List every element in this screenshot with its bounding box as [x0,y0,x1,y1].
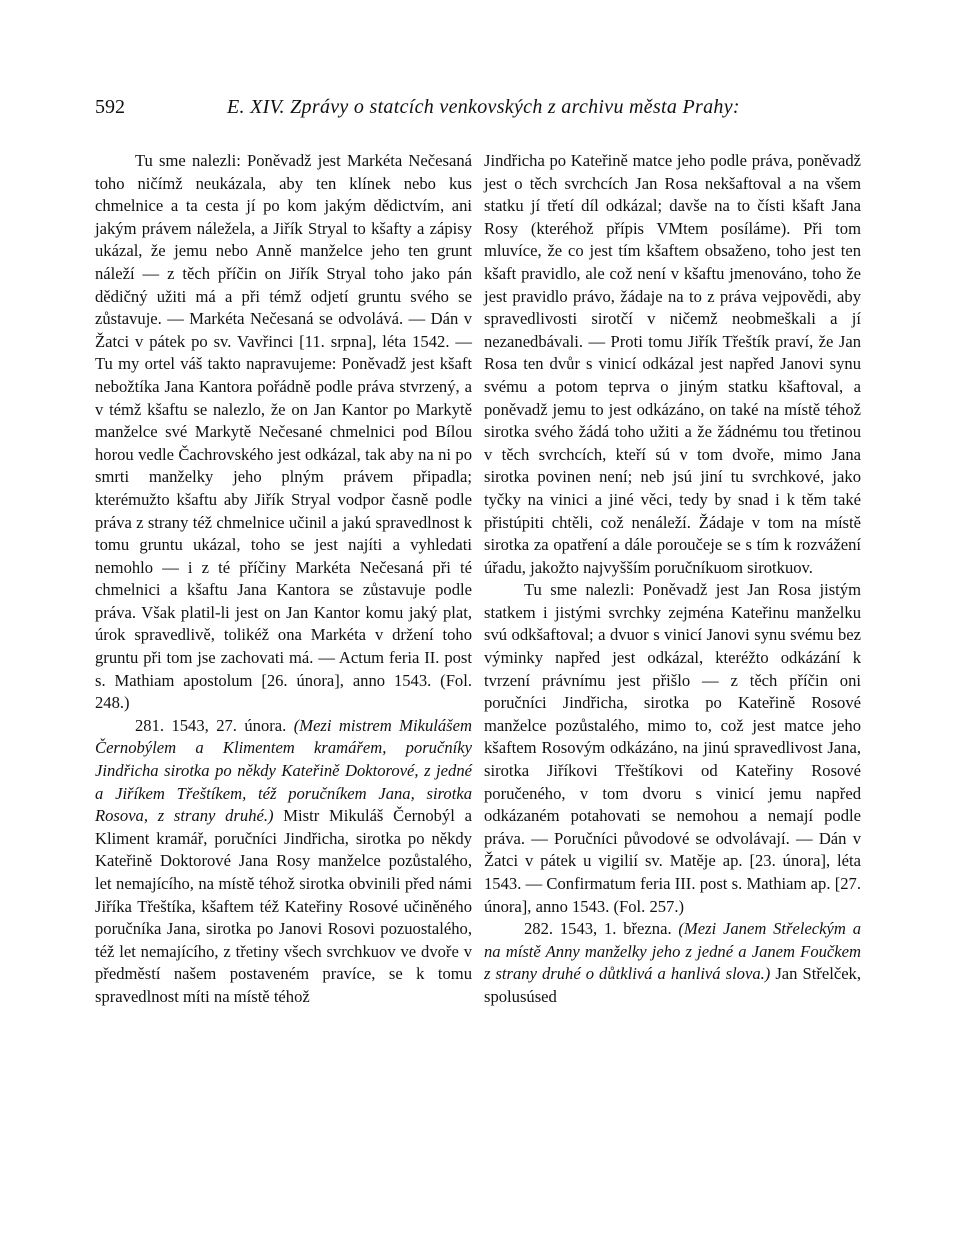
page-header [95,96,870,126]
running-head: E. XIV. Zprávy o statcích venkovských z archivu města Prahy: [227,96,740,118]
paragraph-verdict-2: Tu sme nalezli: Poněvadž jest Jan Rosa jistým statkem i jistými svrchky zejména Kateřinu manželku svú odkšaftoval; a dvuor s vinicí Janovi synu svému bez výminky napřed jest odkázal, kteréžto odkázání k tvrzení právnímu jest přišlo — z těch příčin oni poručníci Jindřicha, sirotka po Kateřině Rosové manželce pozůstalého, mimo to, což jest matce jeho kšaftem Rosovým odkázáno, na jinú spravedlivost Jana, sirotka Jiříkovi Třeštíkovi od Kateřiny Rosové poručeného, v tom dvoru s vinicí jemu napřed odkázaném potahovati se nemohou a nemají podle práva. — Poručníci původové se odvolávají. — Dán v Žatci v pátek u vigilií sv. Matěje ap. [23. února], léta 1543. — Confirmatum feria III. post s. Mathiam ap. [27. února], anno 1543. (Fol. 257.) [484,580,861,916]
paragraph-verdict-1: Tu sme nalezli: Poněvadž jest Markéta Nečesaná toho ničímž neukázala, aby ten klínek nebo kus chmelnice a ta cesta jí po kom jakým dědictvím, ani jakým právem náležela, a Jiřík Stryal to kšafty a zápisy ukázal, že jemu nebo Anně manželce jeho ten grunt náleží — z těch příčin on Jiřík Stryal toho jako pán dědičný užiti má a při témž odjetí gruntu svého se zůstavuje. — Markéta Nečesaná se odvolává. — Dán v Žatci v pátek po sv. Vavřinci [11. srpna], léta 1542. — Tu my ortel váš takto napravujeme: Poněvadž jest kšaft nebožtíka Jana Kantora pořádně podle práva stvrzený, a v témž kšaftu se nalezlo, že on Jan Kantor po Markytě manželce své Markytě Nečesané chmelnici pod Bílou horou vedle Čachrovského jest odkázal, tak aby na ni po smrti manželky jeho plným právem připadla; kterémužto kšaftu aby Jiřík Stryal vodpor časně podle práva z strany též chmelnice učinil a jakú spravedlnost k tomu gruntu ukázal, toho se jest najíti a vyhledati nemohlo — i z té příčiny Markéta Nečesaná při té chmelnici a kšaftu Jana Kantora se zůstavuje podle práva. Však platil-li jest on Jan Kantor komu jaký plat, úrok spravedlivě, tolikéž ona Markéta v držení toho gruntu při tom jse zachovati má. — Actum feria II. post s. Mathiam apostolum [26. února], anno 1543. (Fol. 248.) [95,151,472,713]
entry-281-summary: (Mezi mistrem Mikulášem Černobýlem a Klimentem kramářem, poručníky Jindřicha sirotka po někdy Kateřině Doktorové, z jedné a Jiříkem Třeštíkem, též poručníkem Jana, sirotka Rosova, z strany druhé.) [95,715,472,826]
right-column [484,150,861,1009]
entry-281-lead: 281. 1543, 27. února. [135,715,294,735]
entry-282-lead: 282. 1543, 1. března. [524,919,679,939]
paragraph-continued: Jindřicha po Kateřině matce jeho podle práva, poněvadž jest o těch svrchcích Jan Rosa nekšaftoval a na všem statku jí třetí díl odkázal; davše na to čísti kšaft Jana Rosy (kteréhož přípis VMtem posíláme). Při tom mluvíce, že co jest tím kšaftem obsaženo, toho jest ten kšaft pravidlo, ale což není v kšaftu jmenováno, toho že jest pravidlo právo, žádaje na to z práva vejpovědi, aby spravedlivosti sirotčí v ničemž neobmeškali a jí nezanedbávali. — Proti tomu Jiřík Třeštík praví, že Jan Rosa ten dvůr s vinicí odkázal jest napřed Janovi synu svému a potom teprva o jiným statku kšaftoval, a poněvadž jemu to jest odkázáno, on také na místě téhož sirotka svého žádá toho užiti a že žádnému tou třetinou v těch svrchcích, kteří sú v tom dvoře, mimo Jana sirotka povinen není; neb jsú jiní tu svrchkové, jako tyčky na vinici a jiné věci, tedy by snad i k těm také přistúpiti chtěli, což nenáleží. Žádaje v tom na místě sirotka za opatření a dále poroučeje se s tím k rozvážení úřadu, jakožto najvyšším poručníkuom sirotkuov. [484,151,861,577]
entry-282-summary: (Mezi Janem Střeleckým a na místě Anny manželky jeho z jedné a Janem Foučkem z strany druhé o důtklivá a hanlivá slova.) [484,919,861,984]
page-number: 592 [95,96,125,118]
entry-282 [484,918,861,1008]
entry-282-body: Jan Střelček, spolusúsed [484,964,862,1006]
entry-281 [95,715,472,1009]
left-column [95,150,472,1009]
entry-281-body: Mistr Mikuláš Černobýl a Kliment kramář, poručníci Jindřicha, sirotka po někdy Kateřině Doktorové Jana Rosy manželce pozůstalého, let nemajícího, na místě téhož sirotka obvinili před námi Jiříka Třeštíka, kšaftem též Kateřiny Rosové učiněného poručníka Jana, sirotka po Janovi Rosovi pozuostalého, též let nemajícího, z třetiny všech svrchkuov ve dvoře v předměstí našem postaveném pravíce, se k tomu spravedlnost míti na místě téhož [95,806,472,1006]
